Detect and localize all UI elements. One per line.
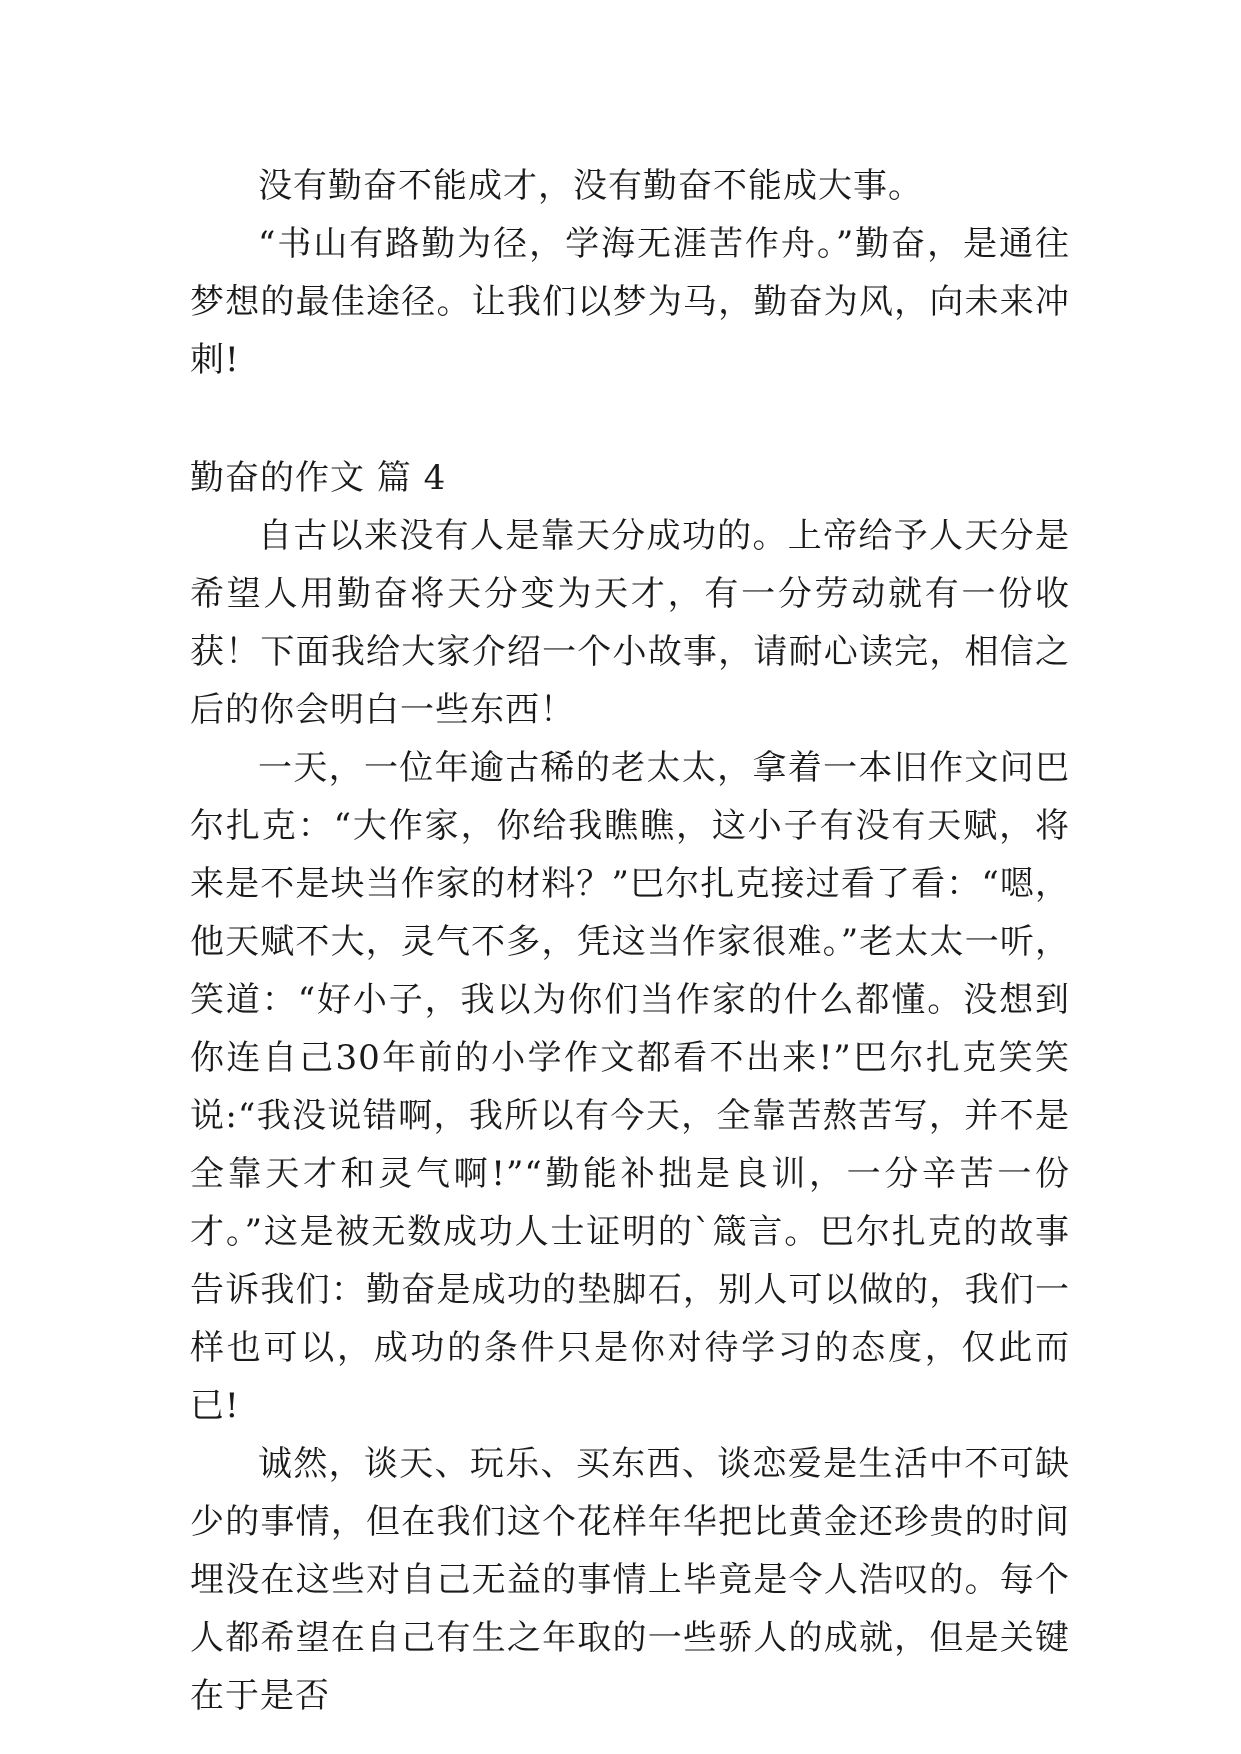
paragraph: 没有勤奋不能成才，没有勤奋不能成大事。 xyxy=(258,166,923,206)
section-heading: 勤奋的作文 篇 4 xyxy=(190,458,447,498)
paragraph: 一天，一位年逾古稀的老太太，拿着一本旧作文问巴尔扎克：“大作家，你给我瞧瞧，这小子有没有天赋，将来是不是块当作家的材料？”巴尔扎克接过看了看：“嗯，他天赋不大，灵气不多，凭这当作家很难。”老太太一听，笑道：“好小子，我以为你们当作家的什么都懂。没想到你连自己30年前的小学作文都看不出来!”巴尔扎克笑笑说:“我没说错啊，我所以有今天，全靠苦熬苦写，并不是全靠天才和灵气啊!”“勤能补拙是良训，一分辛苦一份才。”这是被无数成功人士证明的`箴言。巴尔扎克的故事告诉我们：勤奋是成功的垫脚石，别人可以做的，我们一样也可以，成功的条件只是你对待学习的态度，仅此而已! xyxy=(190,748,1070,1426)
paragraph: 诚然，谈天、玩乐、买东西、谈恋爱是生活中不可缺少的事情，但在我们这个花样年华把比黄金还珍贵的时间埋没在这些对自己无益的事情上毕竟是令人浩叹的。每个人都希望在自己有生之年取的一些骄人的成就，但是关键在于是否 xyxy=(190,1444,1070,1716)
paragraph: “书山有路勤为径，学海无涯苦作舟。”勤奋，是通往梦想的最佳途径。让我们以梦为马，勤奋为风，向未来冲刺! xyxy=(190,224,1070,380)
section-spacer xyxy=(190,389,1070,449)
document-body xyxy=(190,157,1070,1725)
paragraph: 自古以来没有人是靠天分成功的。上帝给予人天分是希望人用勤奋将天分变为天才，有一分劳动就有一份收获！下面我给大家介绍一个小故事，请耐心读完，相信之后的你会明白一些东西！ xyxy=(190,516,1070,730)
